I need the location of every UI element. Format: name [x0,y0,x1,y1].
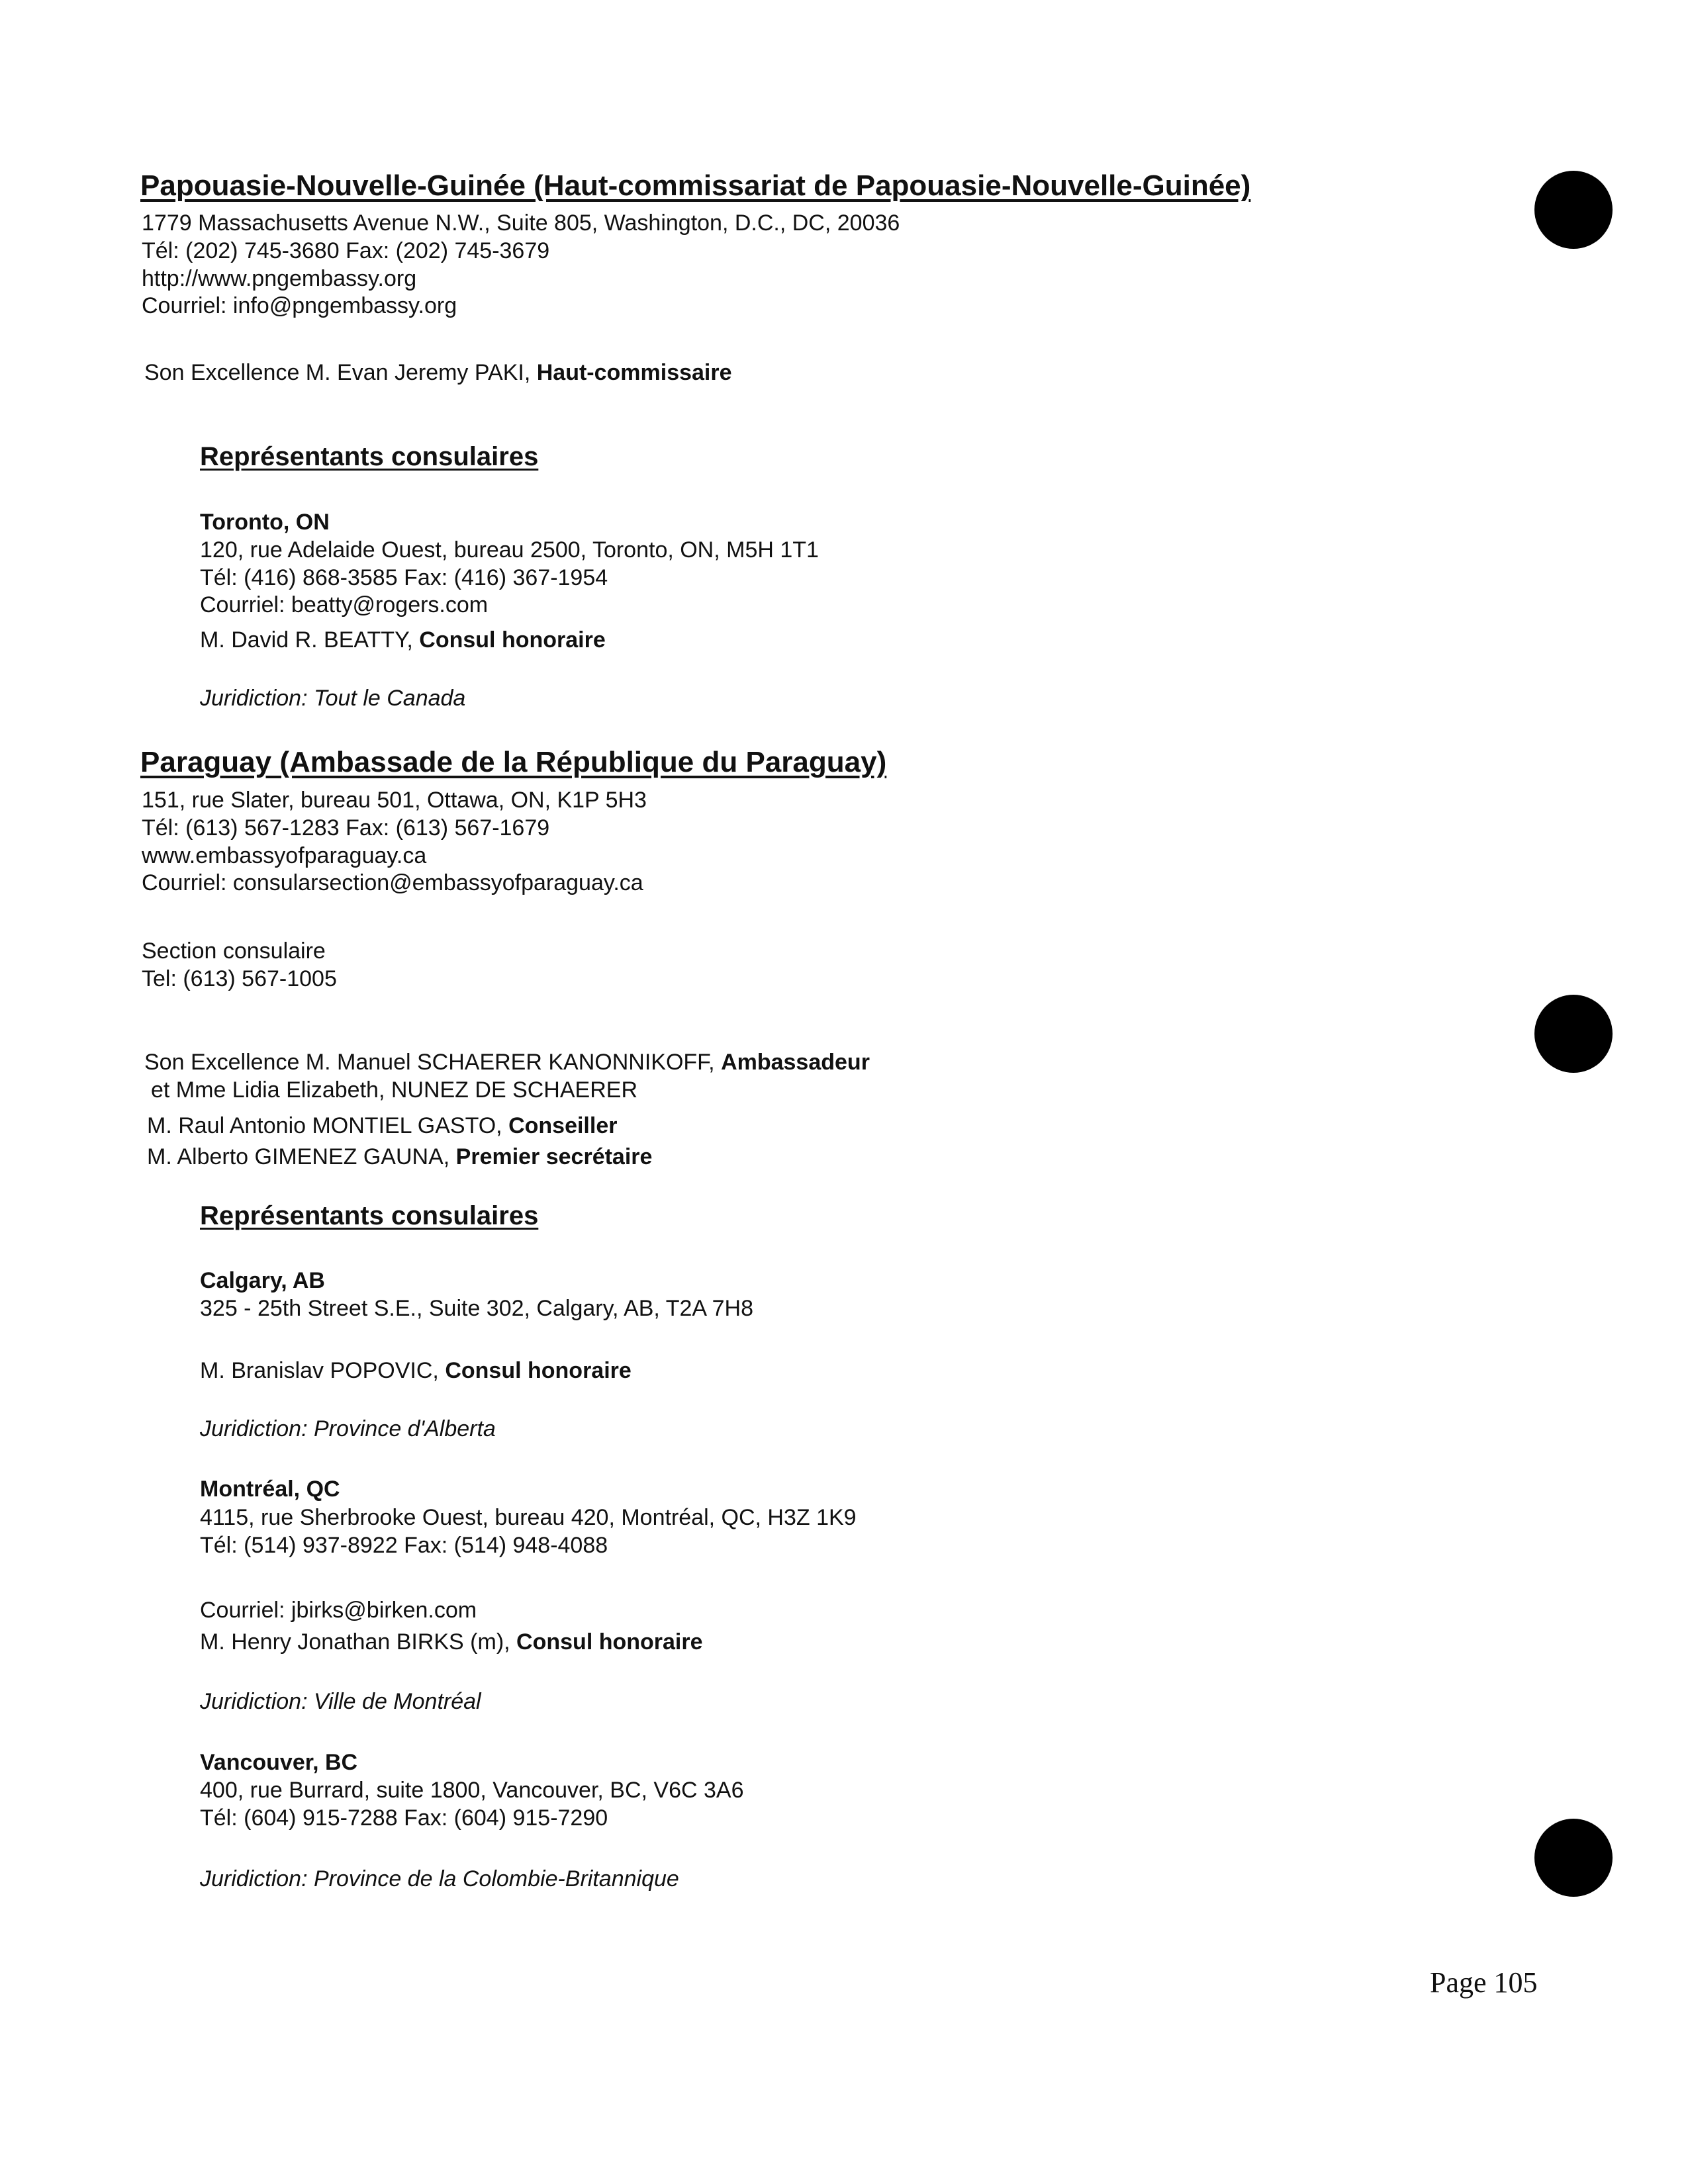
paraguay-spouse-name: et Mme Lidia Elizabeth, NUNEZ DE SCHAERER [151,1077,638,1103]
paraguay-section-label: Section consulaire [142,938,326,964]
png-heading: Papouasie-Nouvelle-Guinée (Haut-commissariat de Papouasie-Nouvelle-Guinée) [140,169,1251,202]
paraguay-address: 151, rue Slater, bureau 501, Ottawa, ON, K1P 5H3 [142,788,647,813]
paraguay-phone-fax: Tél: (613) 567-1283 Fax: (613) 567-1679 [142,815,550,841]
toronto-phone-fax: Tél: (416) 868-3585 Fax: (416) 367-1954 [200,565,608,590]
punch-hole-middle [1534,995,1613,1073]
vancouver-city: Vancouver, BC [200,1750,358,1775]
calgary-consul-name: M. Branislav POPOVIC, [200,1358,445,1383]
montreal-consul-name: M. Henry Jonathan BIRKS (m), [200,1629,517,1655]
vancouver-address: 400, rue Burrard, suite 1800, Vancouver, BC, V6C 3A6 [200,1778,744,1803]
paraguay-ambassador [144,1048,870,1076]
png-head-name: Son Excellence M. Evan Jeremy PAKI, [144,360,537,385]
toronto-email: Courriel: beatty@rogers.com [200,592,489,617]
png-head-title: Haut-commissaire [536,360,732,385]
calgary-address: 325 - 25th Street S.E., Suite 302, Calgary, AB, T2A 7H8 [200,1296,754,1321]
paraguay-counsellor [147,1112,617,1140]
montreal-address: 4115, rue Sherbrooke Ouest, bureau 420, Montréal, QC, H3Z 1K9 [200,1505,857,1530]
montreal-phone-fax: Tél: (514) 937-8922 Fax: (514) 948-4088 [200,1533,608,1558]
montreal-email: Courriel: jbirks@birken.com [200,1598,477,1623]
paraguay-first-secretary [147,1143,652,1171]
png-website: http://www.pngembassy.org [142,266,417,291]
toronto-city: Toronto, ON [200,510,330,535]
png-email: Courriel: info@pngembassy.org [142,293,457,318]
png-head-of-mission [144,359,732,387]
paraguay-counsellor-name: M. Raul Antonio MONTIEL GASTO, [147,1113,509,1138]
calgary-city: Calgary, AB [200,1268,325,1293]
toronto-address: 120, rue Adelaide Ouest, bureau 2500, Toronto, ON, M5H 1T1 [200,537,819,563]
paraguay-heading: Paraguay (Ambassade de la République du Paraguay) [140,746,887,778]
montreal-consul-role: Consul honoraire [516,1629,703,1655]
paraguay-consular-heading: Représentants consulaires [200,1201,539,1230]
punch-hole-top [1534,171,1613,249]
png-consular-heading: Représentants consulaires [200,442,539,471]
paraguay-spouse [151,1076,637,1104]
vancouver-phone-fax: Tél: (604) 915-7288 Fax: (604) 915-7290 [200,1805,608,1831]
toronto-consul-role: Consul honoraire [419,627,606,653]
paraguay-ambassador-role: Ambassadeur [721,1050,870,1075]
png-phone-fax: Tél: (202) 745-3680 Fax: (202) 745-3679 [142,238,550,263]
paraguay-ambassador-name: Son Excellence M. Manuel SCHAERER KANONNIKOFF, [144,1050,722,1075]
paraguay-first-secretary-role: Premier secrétaire [455,1144,653,1169]
montreal-consul [200,1628,703,1656]
page-number: Page 105 [1430,1966,1538,1999]
paraguay-first-secretary-name: M. Alberto GIMENEZ GAUNA, [147,1144,456,1169]
vancouver-jurisdiction: Juridiction: Province de la Colombie-Britannique [200,1866,679,1891]
paraguay-section-phone: Tel: (613) 567-1005 [142,966,337,991]
montreal-jurisdiction: Juridiction: Ville de Montréal [200,1689,481,1714]
calgary-jurisdiction: Juridiction: Province d'Alberta [200,1416,496,1441]
paraguay-website: www.embassyofparaguay.ca [142,843,427,868]
png-address: 1779 Massachusetts Avenue N.W., Suite 805, Washington, D.C., DC, 20036 [142,210,900,236]
toronto-consul-name: M. David R. BEATTY, [200,627,420,653]
montreal-city: Montréal, QC [200,1477,340,1502]
paraguay-email: Courriel: consularsection@embassyofparaguay.ca [142,870,643,895]
calgary-consul-role: Consul honoraire [445,1358,632,1383]
punch-hole-bottom [1534,1819,1613,1897]
paraguay-counsellor-role: Conseiller [508,1113,618,1138]
toronto-consul [200,626,606,654]
toronto-jurisdiction: Juridiction: Tout le Canada [200,686,466,711]
calgary-consul [200,1357,632,1385]
